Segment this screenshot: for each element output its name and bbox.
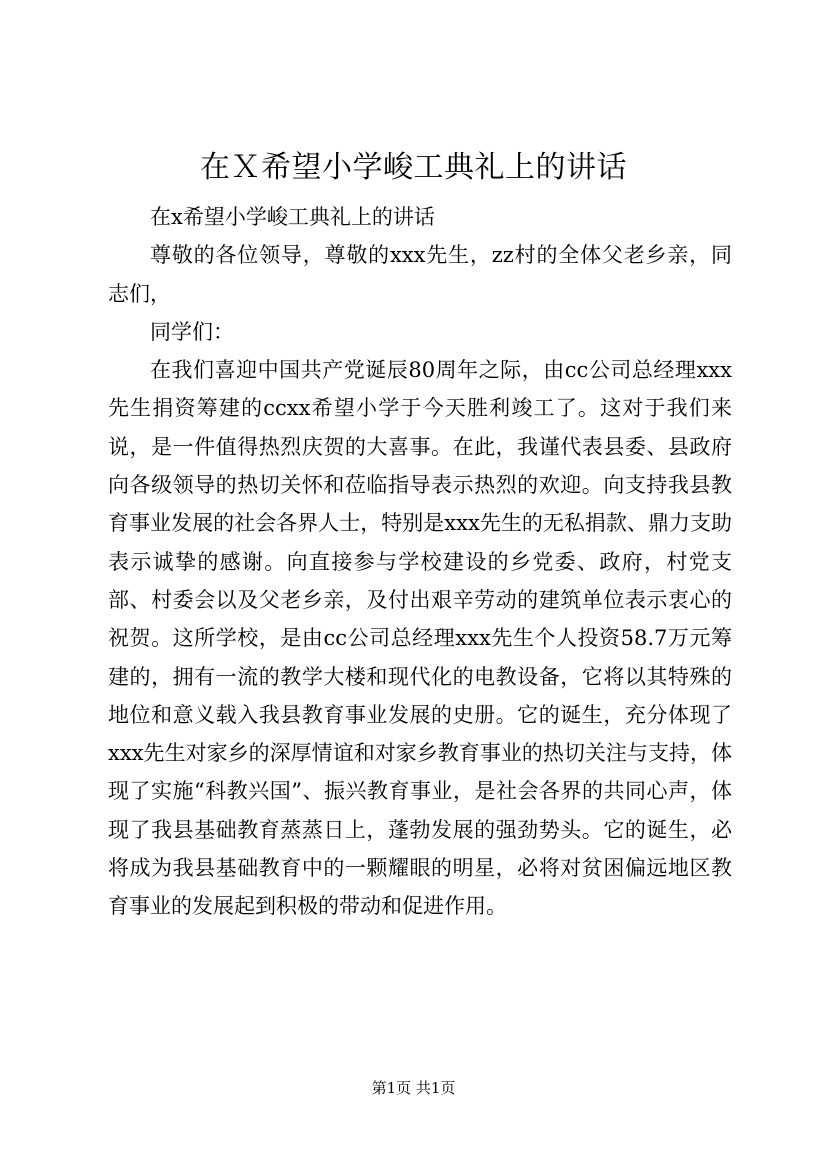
paragraph-main: 在我们喜迎中国共产党诞辰80周年之际，由cc公司总经理xxx先生捐资筹建的ccxx希望小学于今天胜利竣工了。这对于我们来说，是一件值得热烈庆贺的大喜事。在此，我谨代表县委、县政府向各级领导的热切关怀和莅临指导表示热烈的欢迎。向支持我县教育事业发展的社会各界人士，特别是xxx先生的无私捐款、鼎力支助表示诚挚的感谢。向直接参与学校建设的乡党委、政府，村党支部、村委会以及父老乡亲，及付出艰辛劳动的建筑单位表示衷心的祝贺。这所学校，是由cc公司总经理xxx先生个人投资58.7万元筹建的，拥有一流的教学大楼和现代化的电教设备，它将以其特殊的地位和意义载入我县教育事业发展的史册。它的诞生，充分体现了xxx先生对家乡的深厚情谊和对家乡教育事业的热切关注与支持，体现了实施“科教兴国”、振兴教育事业，是社会各界的共同心声，体现了我县基础教育蒸蒸日上，蓬勃发展的强劲势头。它的诞生，必将成为我县基础教育中的一颗耀眼的明星，必将对贫困偏远地区教育事业的发展起到积极的带动和促进作用。 [108,358,732,919]
paragraph-salutation: 尊敬的各位领导，尊敬的xxx先生，zz村的全体父老乡亲，同志们， [108,243,732,306]
paragraph-students: 同学们： [150,319,234,344]
document-body [108,198,732,926]
paragraph-heading: 在x希望小学峻工典礼上的讲话 [150,205,435,229]
document-title: 在Ｘ希望小学峻工典礼上的讲话 [200,150,627,185]
page-footer: 第1页 共1页 [371,1079,456,1097]
